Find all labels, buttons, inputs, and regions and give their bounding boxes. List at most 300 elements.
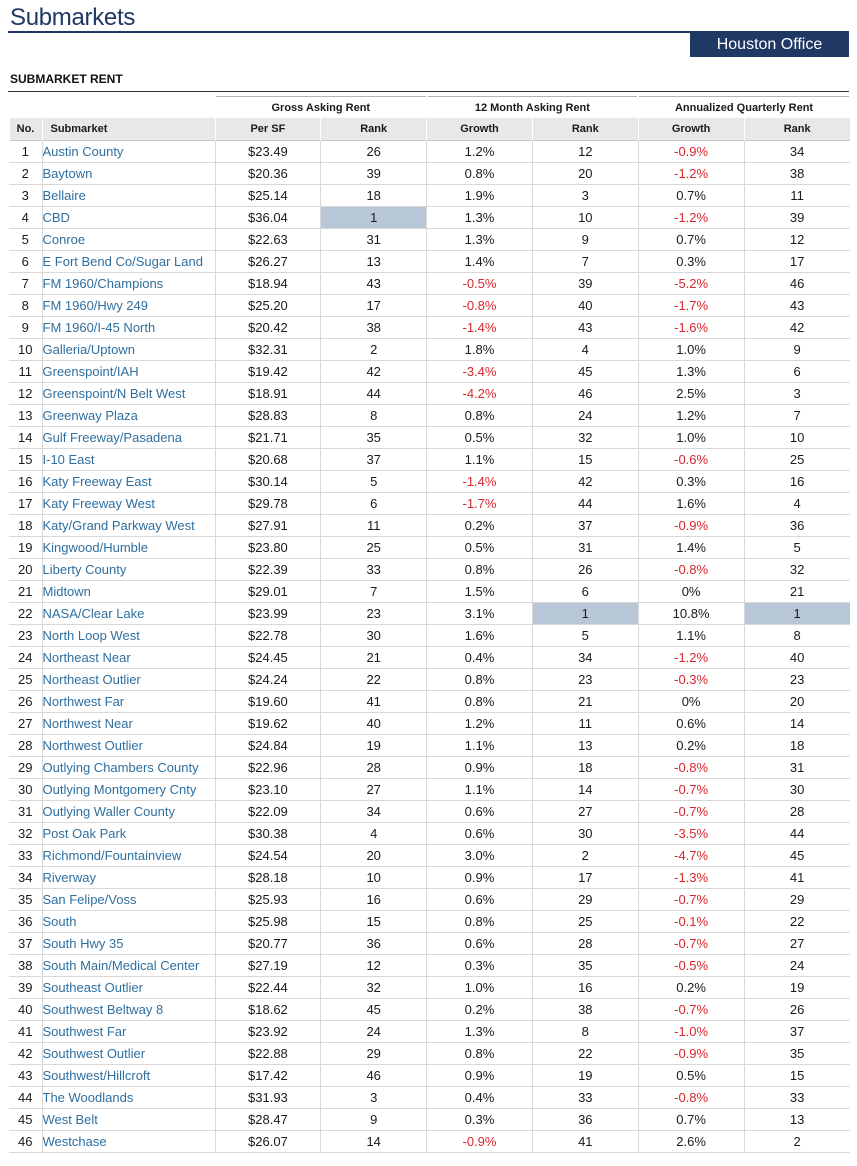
table-row [9, 207, 850, 229]
cell-per-sf: $31.93 [215, 1087, 321, 1109]
cell-rank-quarterly: 6 [744, 361, 850, 383]
cell-rank-12-month: 27 [532, 801, 638, 823]
cell-rank: 35 [321, 427, 427, 449]
cell-submarket[interactable]: Northeast Near [42, 647, 215, 669]
cell-rank-12-month: 41 [532, 1131, 638, 1153]
cell-growth-12-month: 1.2% [427, 713, 533, 735]
cell-growth-12-month: 0.8% [427, 559, 533, 581]
cell-rank-12-month: 11 [532, 713, 638, 735]
cell-submarket[interactable]: Gulf Freeway/Pasadena [42, 427, 215, 449]
cell-rank-12-month: 14 [532, 779, 638, 801]
cell-growth-quarterly: 1.6% [638, 493, 744, 515]
cell-growth-quarterly: -0.9% [638, 141, 744, 163]
cell-rank-12-month: 29 [532, 889, 638, 911]
cell-rank-12-month: 31 [532, 537, 638, 559]
cell-growth-12-month: 1.1% [427, 449, 533, 471]
cell-growth-12-month: -0.5% [427, 273, 533, 295]
table-row [9, 801, 850, 823]
cell-rank: 20 [321, 845, 427, 867]
cell-rank: 45 [321, 999, 427, 1021]
table-row [9, 933, 850, 955]
cell-per-sf: $23.80 [215, 537, 321, 559]
group-header-gross-asking-rent: Gross Asking Rent [215, 97, 427, 119]
cell-submarket[interactable]: Northwest Outlier [42, 735, 215, 757]
cell-submarket[interactable]: Riverway [42, 867, 215, 889]
cell-submarket[interactable]: Southwest Beltway 8 [42, 999, 215, 1021]
cell-submarket[interactable]: FM 1960/Champions [42, 273, 215, 295]
cell-growth-12-month: 0.3% [427, 1109, 533, 1131]
cell-growth-12-month: 1.3% [427, 207, 533, 229]
cell-rank-12-month: 26 [532, 559, 638, 581]
cell-rank-quarterly: 20 [744, 691, 850, 713]
cell-submarket[interactable]: Austin County [42, 141, 215, 163]
cell-growth-quarterly: 0.2% [638, 977, 744, 999]
cell-growth-12-month: 0.6% [427, 933, 533, 955]
cell-rank: 14 [321, 1131, 427, 1153]
cell-submarket[interactable]: Baytown [42, 163, 215, 185]
cell-submarket[interactable]: E Fort Bend Co/Sugar Land [42, 251, 215, 273]
cell-rank-quarterly: 14 [744, 713, 850, 735]
cell-growth-quarterly: -0.7% [638, 889, 744, 911]
cell-per-sf: $19.60 [215, 691, 321, 713]
cell-growth-quarterly: -0.8% [638, 559, 744, 581]
cell-growth-quarterly: -0.5% [638, 955, 744, 977]
cell-growth-12-month: 0.9% [427, 1065, 533, 1087]
cell-rank-12-month: 28 [532, 933, 638, 955]
cell-no: 8 [9, 295, 42, 317]
cell-no: 14 [9, 427, 42, 449]
cell-no: 29 [9, 757, 42, 779]
cell-rank-quarterly: 39 [744, 207, 850, 229]
cell-growth-quarterly: 0.6% [638, 713, 744, 735]
brand-badge: Houston Office [690, 33, 849, 57]
header-rank-quarterly: Rank [744, 118, 850, 141]
table-row [9, 317, 850, 339]
cell-submarket[interactable]: Greenspoint/IAH [42, 361, 215, 383]
cell-submarket[interactable]: Northwest Near [42, 713, 215, 735]
cell-submarket[interactable]: Kingwood/Humble [42, 537, 215, 559]
table-row [9, 273, 850, 295]
cell-rank: 31 [321, 229, 427, 251]
cell-rank-quarterly: 3 [744, 383, 850, 405]
cell-per-sf: $28.47 [215, 1109, 321, 1131]
table-row [9, 713, 850, 735]
cell-submarket[interactable]: Northeast Outlier [42, 669, 215, 691]
cell-growth-12-month: 3.1% [427, 603, 533, 625]
cell-rank: 13 [321, 251, 427, 273]
cell-no: 46 [9, 1131, 42, 1153]
table-row [9, 625, 850, 647]
cell-submarket[interactable]: Outlying Chambers County [42, 757, 215, 779]
cell-rank: 2 [321, 339, 427, 361]
cell-rank-12-month: 45 [532, 361, 638, 383]
cell-growth-quarterly: -5.2% [638, 273, 744, 295]
cell-rank-12-month: 44 [532, 493, 638, 515]
cell-rank: 9 [321, 1109, 427, 1131]
cell-rank: 17 [321, 295, 427, 317]
cell-submarket[interactable]: Greenway Plaza [42, 405, 215, 427]
cell-rank-12-month: 10 [532, 207, 638, 229]
cell-submarket[interactable]: Westchase [42, 1131, 215, 1153]
cell-growth-12-month: 0.8% [427, 163, 533, 185]
cell-no: 37 [9, 933, 42, 955]
cell-rank-quarterly: 1 [744, 603, 850, 625]
cell-no: 31 [9, 801, 42, 823]
cell-growth-quarterly: -1.3% [638, 867, 744, 889]
table-row [9, 427, 850, 449]
table-row [9, 647, 850, 669]
section-rule [8, 91, 849, 92]
cell-submarket[interactable]: Katy Freeway East [42, 471, 215, 493]
cell-rank-12-month: 17 [532, 867, 638, 889]
group-header-12-month-asking-rent: 12 Month Asking Rent [427, 97, 639, 119]
cell-growth-quarterly: -0.8% [638, 1087, 744, 1109]
cell-per-sf: $26.07 [215, 1131, 321, 1153]
cell-rank: 5 [321, 471, 427, 493]
cell-rank: 23 [321, 603, 427, 625]
cell-rank-12-month: 20 [532, 163, 638, 185]
cell-rank-quarterly: 44 [744, 823, 850, 845]
cell-per-sf: $36.04 [215, 207, 321, 229]
cell-submarket[interactable]: FM 1960/I-45 North [42, 317, 215, 339]
cell-submarket[interactable]: NASA/Clear Lake [42, 603, 215, 625]
cell-growth-12-month: -3.4% [427, 361, 533, 383]
cell-growth-quarterly: 0% [638, 691, 744, 713]
table-row [9, 955, 850, 977]
header-growth-12-month: Growth [427, 118, 533, 141]
cell-growth-quarterly: 0.7% [638, 229, 744, 251]
cell-rank-12-month: 32 [532, 427, 638, 449]
cell-growth-12-month: 1.5% [427, 581, 533, 603]
cell-no: 28 [9, 735, 42, 757]
cell-rank-quarterly: 37 [744, 1021, 850, 1043]
cell-growth-quarterly: -1.2% [638, 163, 744, 185]
cell-rank-12-month: 24 [532, 405, 638, 427]
cell-per-sf: $27.91 [215, 515, 321, 537]
table-row [9, 361, 850, 383]
cell-rank: 29 [321, 1043, 427, 1065]
cell-growth-12-month: 1.1% [427, 735, 533, 757]
cell-submarket[interactable]: Richmond/Fountainview [42, 845, 215, 867]
cell-per-sf: $25.98 [215, 911, 321, 933]
cell-growth-quarterly: -1.2% [638, 647, 744, 669]
cell-growth-12-month: 0.8% [427, 405, 533, 427]
cell-rank: 33 [321, 559, 427, 581]
cell-growth-quarterly: -0.9% [638, 1043, 744, 1065]
cell-per-sf: $27.19 [215, 955, 321, 977]
cell-no: 25 [9, 669, 42, 691]
cell-per-sf: $21.71 [215, 427, 321, 449]
cell-rank: 27 [321, 779, 427, 801]
cell-growth-12-month: -1.7% [427, 493, 533, 515]
cell-per-sf: $22.88 [215, 1043, 321, 1065]
table-row [9, 779, 850, 801]
cell-growth-12-month: 0.8% [427, 691, 533, 713]
cell-growth-12-month: 1.6% [427, 625, 533, 647]
cell-rank: 19 [321, 735, 427, 757]
cell-growth-12-month: 1.9% [427, 185, 533, 207]
cell-rank-12-month: 34 [532, 647, 638, 669]
cell-growth-quarterly: -1.6% [638, 317, 744, 339]
table-row [9, 757, 850, 779]
cell-submarket[interactable]: Southwest/Hillcroft [42, 1065, 215, 1087]
cell-rank-12-month: 46 [532, 383, 638, 405]
cell-rank: 24 [321, 1021, 427, 1043]
cell-no: 33 [9, 845, 42, 867]
cell-submarket[interactable]: Katy Freeway West [42, 493, 215, 515]
header-no: No. [9, 118, 42, 141]
cell-rank-12-month: 37 [532, 515, 638, 537]
cell-growth-12-month: 1.3% [427, 1021, 533, 1043]
cell-no: 4 [9, 207, 42, 229]
cell-rank-quarterly: 25 [744, 449, 850, 471]
cell-growth-12-month: 0.8% [427, 911, 533, 933]
cell-submarket[interactable]: Galleria/Uptown [42, 339, 215, 361]
cell-growth-quarterly: -1.2% [638, 207, 744, 229]
cell-growth-quarterly: -0.8% [638, 757, 744, 779]
cell-no: 10 [9, 339, 42, 361]
cell-growth-quarterly: 0.7% [638, 185, 744, 207]
cell-per-sf: $22.78 [215, 625, 321, 647]
group-header-blank [9, 97, 215, 119]
cell-rank-quarterly: 16 [744, 471, 850, 493]
cell-growth-12-month: 0.6% [427, 889, 533, 911]
cell-no: 12 [9, 383, 42, 405]
cell-submarket[interactable]: The Woodlands [42, 1087, 215, 1109]
cell-no: 5 [9, 229, 42, 251]
cell-rank-12-month: 16 [532, 977, 638, 999]
cell-growth-quarterly: 1.1% [638, 625, 744, 647]
cell-growth-12-month: 1.8% [427, 339, 533, 361]
cell-growth-quarterly: -0.3% [638, 669, 744, 691]
cell-growth-12-month: 0.5% [427, 537, 533, 559]
cell-submarket[interactable]: Greenspoint/N Belt West [42, 383, 215, 405]
cell-per-sf: $18.91 [215, 383, 321, 405]
cell-submarket[interactable]: North Loop West [42, 625, 215, 647]
cell-submarket[interactable]: Bellaire [42, 185, 215, 207]
cell-rank-12-month: 38 [532, 999, 638, 1021]
table-row [9, 163, 850, 185]
table-row [9, 691, 850, 713]
cell-rank-quarterly: 41 [744, 867, 850, 889]
cell-growth-quarterly: -3.5% [638, 823, 744, 845]
cell-growth-quarterly: 0.2% [638, 735, 744, 757]
cell-growth-quarterly: 10.8% [638, 603, 744, 625]
cell-growth-12-month: 1.1% [427, 779, 533, 801]
cell-growth-quarterly: -0.7% [638, 779, 744, 801]
table-row [9, 1087, 850, 1109]
cell-rank-12-month: 35 [532, 955, 638, 977]
cell-submarket[interactable]: Post Oak Park [42, 823, 215, 845]
header-per-sf: Per SF [215, 118, 321, 141]
table-row [9, 999, 850, 1021]
table-row [9, 603, 850, 625]
cell-rank-quarterly: 7 [744, 405, 850, 427]
cell-per-sf: $20.36 [215, 163, 321, 185]
cell-rank: 8 [321, 405, 427, 427]
cell-rank-quarterly: 22 [744, 911, 850, 933]
cell-rank: 1 [321, 207, 427, 229]
cell-submarket[interactable]: Outlying Waller County [42, 801, 215, 823]
cell-rank-quarterly: 32 [744, 559, 850, 581]
cell-no: 13 [9, 405, 42, 427]
cell-rank: 44 [321, 383, 427, 405]
cell-submarket[interactable]: I-10 East [42, 449, 215, 471]
cell-rank: 18 [321, 185, 427, 207]
cell-rank: 25 [321, 537, 427, 559]
cell-rank-quarterly: 35 [744, 1043, 850, 1065]
table-row [9, 867, 850, 889]
cell-no: 30 [9, 779, 42, 801]
cell-rank: 41 [321, 691, 427, 713]
cell-per-sf: $22.96 [215, 757, 321, 779]
cell-rank-12-month: 33 [532, 1087, 638, 1109]
cell-per-sf: $19.42 [215, 361, 321, 383]
cell-rank: 7 [321, 581, 427, 603]
cell-rank-quarterly: 43 [744, 295, 850, 317]
cell-growth-12-month: 0.6% [427, 801, 533, 823]
cell-submarket[interactable]: Northwest Far [42, 691, 215, 713]
cell-rank: 34 [321, 801, 427, 823]
cell-rank: 26 [321, 141, 427, 163]
cell-per-sf: $20.68 [215, 449, 321, 471]
cell-rank-12-month: 15 [532, 449, 638, 471]
cell-submarket[interactable]: Conroe [42, 229, 215, 251]
cell-rank: 22 [321, 669, 427, 691]
cell-per-sf: $23.10 [215, 779, 321, 801]
cell-no: 3 [9, 185, 42, 207]
table-row [9, 559, 850, 581]
table-row [9, 493, 850, 515]
cell-per-sf: $24.54 [215, 845, 321, 867]
cell-rank-quarterly: 21 [744, 581, 850, 603]
cell-rank-12-month: 42 [532, 471, 638, 493]
cell-no: 26 [9, 691, 42, 713]
cell-growth-12-month: 0.3% [427, 955, 533, 977]
cell-submarket[interactable]: CBD [42, 207, 215, 229]
table-row [9, 405, 850, 427]
cell-no: 39 [9, 977, 42, 999]
header-rank-12-month: Rank [532, 118, 638, 141]
submarket-rent-table [8, 96, 851, 1153]
cell-rank-12-month: 21 [532, 691, 638, 713]
cell-rank: 42 [321, 361, 427, 383]
cell-rank-quarterly: 17 [744, 251, 850, 273]
cell-rank: 11 [321, 515, 427, 537]
cell-no: 1 [9, 141, 42, 163]
cell-growth-12-month: 0.8% [427, 669, 533, 691]
cell-rank-quarterly: 8 [744, 625, 850, 647]
table-row [9, 229, 850, 251]
column-header-row [9, 118, 850, 141]
cell-submarket[interactable]: Midtown [42, 581, 215, 603]
cell-rank-12-month: 30 [532, 823, 638, 845]
cell-no: 44 [9, 1087, 42, 1109]
cell-per-sf: $18.62 [215, 999, 321, 1021]
cell-submarket[interactable]: FM 1960/Hwy 249 [42, 295, 215, 317]
cell-growth-quarterly: 1.3% [638, 361, 744, 383]
cell-rank-12-month: 43 [532, 317, 638, 339]
cell-rank-12-month: 36 [532, 1109, 638, 1131]
cell-rank-quarterly: 24 [744, 955, 850, 977]
cell-no: 24 [9, 647, 42, 669]
cell-per-sf: $25.93 [215, 889, 321, 911]
table-row [9, 669, 850, 691]
cell-per-sf: $20.77 [215, 933, 321, 955]
table-row [9, 735, 850, 757]
cell-per-sf: $25.14 [215, 185, 321, 207]
cell-growth-12-month: 0.8% [427, 1043, 533, 1065]
cell-rank-12-month: 9 [532, 229, 638, 251]
cell-per-sf: $20.42 [215, 317, 321, 339]
cell-rank-quarterly: 18 [744, 735, 850, 757]
cell-growth-quarterly: -4.7% [638, 845, 744, 867]
table-row [9, 1043, 850, 1065]
cell-per-sf: $30.38 [215, 823, 321, 845]
group-header-annualized-quarterly-rent: Annualized Quarterly Rent [638, 97, 850, 119]
cell-per-sf: $23.92 [215, 1021, 321, 1043]
cell-per-sf: $23.99 [215, 603, 321, 625]
cell-growth-quarterly: 0.3% [638, 251, 744, 273]
cell-rank-quarterly: 33 [744, 1087, 850, 1109]
cell-rank-12-month: 8 [532, 1021, 638, 1043]
cell-submarket[interactable]: Southeast Outlier [42, 977, 215, 999]
cell-growth-12-month: 1.4% [427, 251, 533, 273]
cell-submarket[interactable]: South Hwy 35 [42, 933, 215, 955]
cell-growth-12-month: -1.4% [427, 471, 533, 493]
cell-no: 23 [9, 625, 42, 647]
cell-rank-quarterly: 42 [744, 317, 850, 339]
table-row [9, 1131, 850, 1153]
cell-submarket[interactable]: South [42, 911, 215, 933]
cell-no: 22 [9, 603, 42, 625]
cell-rank: 46 [321, 1065, 427, 1087]
cell-rank: 21 [321, 647, 427, 669]
cell-growth-12-month: 0.2% [427, 999, 533, 1021]
cell-rank: 39 [321, 163, 427, 185]
cell-submarket[interactable]: Katy/Grand Parkway West [42, 515, 215, 537]
cell-growth-12-month: 1.3% [427, 229, 533, 251]
cell-submarket[interactable]: South Main/Medical Center [42, 955, 215, 977]
cell-growth-12-month: 0.9% [427, 757, 533, 779]
cell-no: 38 [9, 955, 42, 977]
cell-rank-quarterly: 40 [744, 647, 850, 669]
cell-submarket[interactable]: San Felipe/Voss [42, 889, 215, 911]
cell-rank: 16 [321, 889, 427, 911]
header-submarket: Submarket [42, 118, 215, 141]
cell-submarket[interactable]: Outlying Montgomery Cnty [42, 779, 215, 801]
cell-per-sf: $22.09 [215, 801, 321, 823]
cell-submarket[interactable]: Liberty County [42, 559, 215, 581]
cell-rank-quarterly: 10 [744, 427, 850, 449]
cell-no: 15 [9, 449, 42, 471]
cell-rank-12-month: 6 [532, 581, 638, 603]
cell-submarket[interactable]: Southwest Far [42, 1021, 215, 1043]
table-row [9, 251, 850, 273]
cell-submarket[interactable]: Southwest Outlier [42, 1043, 215, 1065]
cell-no: 32 [9, 823, 42, 845]
cell-no: 36 [9, 911, 42, 933]
cell-rank: 6 [321, 493, 427, 515]
cell-growth-12-month: 0.5% [427, 427, 533, 449]
cell-growth-quarterly: 1.0% [638, 339, 744, 361]
cell-submarket[interactable]: West Belt [42, 1109, 215, 1131]
cell-growth-12-month: 0.9% [427, 867, 533, 889]
page-title: Submarkets [10, 4, 136, 31]
cell-growth-quarterly: 1.2% [638, 405, 744, 427]
cell-growth-12-month: -0.8% [427, 295, 533, 317]
column-group-row [9, 97, 850, 119]
